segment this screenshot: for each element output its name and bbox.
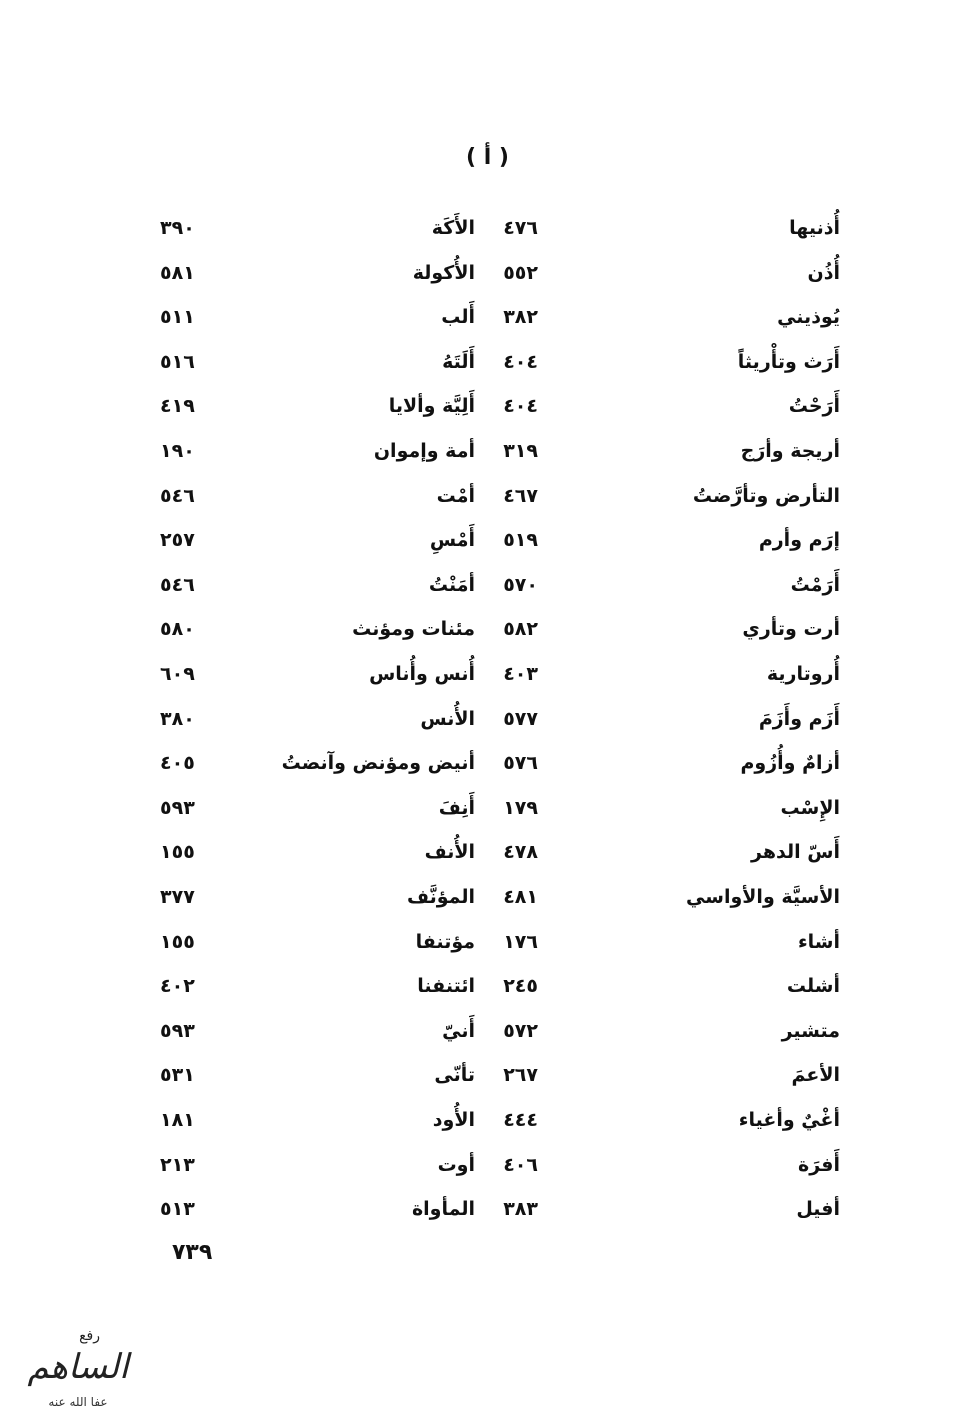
index-page-second: ٤١٩ [160,395,195,418]
index-page-second: ١٩٠ [160,440,195,462]
index-word-second: مئنات ومؤنث [352,618,475,641]
index-page-second: ٥٣١ [160,1064,195,1087]
stamp-line3: عفا الله عنه [48,1395,108,1409]
index-row [140,253,840,293]
index-word-second: الأُكولة [412,261,475,284]
index-word-second: المأواة [411,1198,475,1221]
index-page: ٤٠٣ [503,663,538,685]
index-page: ٥٧٢ [503,1019,538,1042]
index-page: ٣٨٣ [503,1198,538,1221]
index-word-second: أَلب [441,306,475,329]
index-word: متشير [781,1019,840,1042]
index-word-second: الأُنس [420,707,475,730]
index-row [140,1011,840,1051]
index-page-second: ٥٤٦ [160,484,195,507]
index-word-second: أوت [437,1153,475,1176]
page-number: ٧٣٩ [172,1240,213,1265]
index-word: أشلت [786,975,840,998]
index-word-second: أَنيّ [442,1019,475,1042]
index-page-second: ٥٤٦ [160,573,195,596]
index-page-second: ٥١٣ [160,1198,195,1221]
index-page: ٤٦٧ [503,484,538,507]
index-word: أفيل [796,1198,840,1221]
index-word: أغْيٌ وأغياء [738,1109,840,1131]
index-word: أَسّ الدهر [751,841,840,864]
index-word: أَرَمْتُ [790,573,840,596]
index-row [140,966,840,1006]
index-page-second: ٤٠٢ [160,975,195,998]
stamp-line2: الساهم [27,1347,129,1387]
index-word: إرَم وأرم [758,529,840,552]
index-row [140,1189,840,1229]
index-row [140,832,840,872]
index-page: ٤٠٤ [503,350,538,373]
index-word-second: أَنِفَ [438,796,475,819]
index-word: الإِسْب [780,796,840,819]
index-word-second: أَلِيَّة وألايا [388,395,475,418]
index-row [140,877,840,917]
index-word: أُروتارية [766,663,840,685]
index-word-second: أمْت [436,484,475,507]
index-page: ٥١٩ [503,529,538,552]
index-row [140,1145,840,1185]
index-word-second: أنيض ومؤنض وآنضتُ [281,752,475,775]
index-word: أُذُن [807,261,840,284]
index-row [140,476,840,516]
index-row [140,743,840,783]
index-page: ١٧٦ [503,930,538,953]
index-page-second: ٥٨١ [160,261,195,284]
index-word-second: مؤتنفا [415,930,475,953]
index-word-second: الأُنف [424,841,475,864]
stamp-logo [22,1320,134,1412]
index-row [140,208,840,248]
index-page: ٤٧٨ [503,841,538,864]
index-word: أزامٌ وأُزُوم [740,752,840,775]
index-word-second: ائتنفنا [417,975,475,998]
index-page-second: ٣٨٠ [160,707,195,730]
index-page: ١٧٩ [503,796,538,819]
index-row [140,520,840,560]
index-word: أشاء [797,930,840,953]
index-page-second: ١٨١ [160,1109,195,1131]
index-word-second: تأنّى [434,1064,475,1087]
index-word-second: أَلَتَهُ [442,350,475,373]
index-page-second: ٥٩٣ [160,796,195,819]
index-page-second: ٥١١ [160,306,195,329]
index-word: الأعمَ [791,1064,840,1087]
index-word: أَرَث وتأْريثاً [737,350,840,373]
index-word: التأرض وتأرَّضتُ [692,484,840,507]
index-page: ٣٨٢ [503,306,538,329]
index-page: ٢٤٥ [503,975,538,998]
index-row [140,297,840,337]
index-page-second: ١٥٥ [160,930,195,953]
index-word: أُذنيها [789,217,840,239]
index-page: ٤٠٤ [503,395,538,418]
index-page-second: ٥٩٣ [160,1019,195,1042]
index-row [140,342,840,382]
index-page: ٣١٩ [503,440,538,462]
index-word-second: أمَنْتُ [428,573,475,596]
index-page: ٤٠٦ [503,1153,538,1176]
stamp-line1: رفع [79,1328,100,1344]
index-word: أريجة وأرَج [740,440,840,462]
index-page: ٥٧٧ [503,707,538,730]
index-word-second: الأَكَة [431,217,475,239]
index-row [140,1055,840,1095]
index-page-second: ٢٥٧ [160,529,195,552]
index-word: أَفرَة [798,1153,840,1176]
index-word: أرت وتأري [742,618,840,641]
index-row [140,699,840,739]
index-word-second: أمة وإموان [373,440,475,462]
index-page: ٥٧٠ [503,573,538,596]
index-word-second: أَمْسِ [429,529,475,552]
section-heading-text: ( أ ) [466,145,509,170]
index-row [140,386,840,426]
index-word: أَزَم وأَزَمَ [758,707,840,730]
index-page-second: ٥٨٠ [160,618,195,641]
index-page-second: ٣٩٠ [160,217,195,239]
index-page-second: ٢١٣ [160,1153,195,1176]
index-row [140,922,840,962]
index-page: ٤٨١ [503,886,538,908]
index-word: يُوذيني [777,306,840,329]
index-word-second: الأُود [432,1109,475,1131]
index-row [140,609,840,649]
index-word: أَرَحْتُ [788,395,840,418]
index-row [140,431,840,471]
index-row [140,565,840,605]
index-table [140,208,840,1228]
index-page: ٥٨٢ [503,618,538,641]
index-word-second: أُنس وأُناس [369,663,475,685]
index-page-second: ٤٠٥ [160,752,195,775]
index-row [140,654,840,694]
index-page: ٥٥٢ [503,261,538,284]
index-page: ٤٧٦ [503,217,538,239]
section-heading [0,145,975,170]
index-page-second: ٣٧٧ [160,886,195,908]
index-page: ٥٧٦ [503,752,538,775]
index-page: ٢٦٧ [503,1064,538,1087]
index-page: ٤٤٤ [503,1109,538,1131]
index-row [140,788,840,828]
index-word-second: المؤنَّف [406,886,475,908]
index-page-second: ٦٠٩ [160,663,195,685]
index-page-second: ١٥٥ [160,841,195,864]
index-word: الأسيَّة والأواسي [686,886,840,908]
index-page-second: ٥١٦ [160,350,195,373]
index-row [140,1100,840,1140]
